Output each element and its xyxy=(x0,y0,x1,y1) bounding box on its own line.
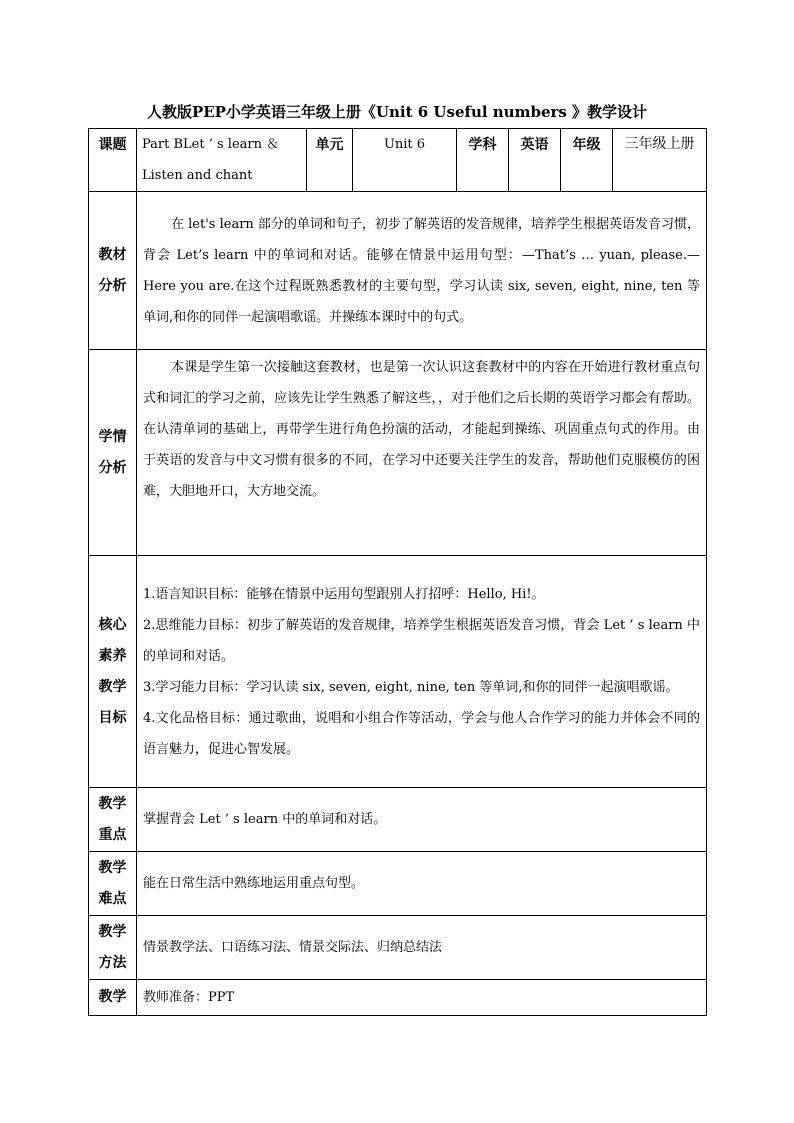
subject-value: 英语 xyxy=(509,129,561,192)
grade-label: 年级 xyxy=(561,129,613,192)
student-analysis-label: 学情 分析 xyxy=(89,350,137,556)
subject-label: 学科 xyxy=(457,129,509,192)
key-points-label: 教学 重点 xyxy=(89,788,137,852)
textbook-analysis-label: 教材 分析 xyxy=(89,192,137,350)
lesson-plan-table xyxy=(88,128,707,1016)
unit-label: 单元 xyxy=(307,129,353,192)
student-analysis-text: 本课是学生第一次接触这套教材，也是第一次认识这套教材中的内容在开始进行教材重点句式和词汇的学习之前，应该先让学生熟悉了解这些，，对于他们之后长期的英语学习都会有帮助。在认清单词的基础上，再带学生进行角色扮演的活动，才能起到操练、巩固重点句式的作用。由于英语的发音与中文习惯有很多的不同，在学习中还要关注学生的发音，帮助他们克服模仿的困难，大胆地开口，大方地交流。 xyxy=(137,350,707,556)
core-goals-text xyxy=(137,556,707,788)
difficult-points-label: 教学 难点 xyxy=(89,852,137,916)
document-title: 人教版PEP小学英语三年级上册《Unit 6 Useful numbers 》教学设计 xyxy=(146,103,648,121)
teaching-method-text: 情景教学法、口语练习法、情景交际法、归纳总结法 xyxy=(137,916,707,980)
core-goals-row xyxy=(89,556,707,788)
teaching-method-row xyxy=(89,916,707,980)
grade-value: 三年级上册 xyxy=(613,129,707,192)
goal-item: 4.文化品格目标：通过歌曲，说唱和小组合作等活动，学会与他人合作学习的能力并体会不同的语言魅力，促进心智发展。 xyxy=(143,710,700,757)
core-goals-label: 核心 素养 教学 目标 xyxy=(89,556,137,788)
textbook-analysis-row xyxy=(89,192,707,350)
goal-item: 2.思维能力目标：初步了解英语的发音规律，培养学生根据英语发音习惯，背会 Let ’ s learn 中的单词和对话。 xyxy=(143,617,700,664)
topic-value: Part BLet ’ s learn ＆ Listen and chant xyxy=(137,129,307,192)
goal-item: 1.语言知识目标：能够在情景中运用句型跟别人打招呼：Hello, Hi!。 xyxy=(143,586,545,602)
key-points-row xyxy=(89,788,707,852)
teaching-method-label: 教学 方法 xyxy=(89,916,137,980)
topic-label: 课题 xyxy=(89,129,137,192)
goal-item: 3.学习能力目标：学习认读 six, seven, eight, nine, ten 等单词,和你的同伴一起演唱歌谣。 xyxy=(143,679,679,695)
difficult-points-row xyxy=(89,852,707,916)
difficult-points-text: 能在日常生活中熟练地运用重点句型。 xyxy=(137,852,707,916)
unit-value: Unit 6 xyxy=(353,129,457,192)
textbook-analysis-text: 在 let's learn 部分的单词和句子，初步了解英语的发音规律，培养学生根据英语发音习惯，背会 Let’s learn 中的单词和对话。能够在情景中运用句型：—That’s … yuan, please.—Here you are.在这个过程既熟悉教材的主要句型，学习认读 six, seven, eight, nine, ten 等单词,和你的同伴一起演唱歌谣。并操练本课时中的句式。 xyxy=(137,192,707,350)
preparation-row xyxy=(89,980,707,1016)
preparation-label: 教学 xyxy=(89,980,137,1016)
header-row xyxy=(89,129,707,192)
key-points-text: 掌握背会 Let ’ s learn 中的单词和对话。 xyxy=(137,788,707,852)
student-analysis-row xyxy=(89,350,707,556)
preparation-text: 教师准备：PPT xyxy=(137,980,707,1016)
